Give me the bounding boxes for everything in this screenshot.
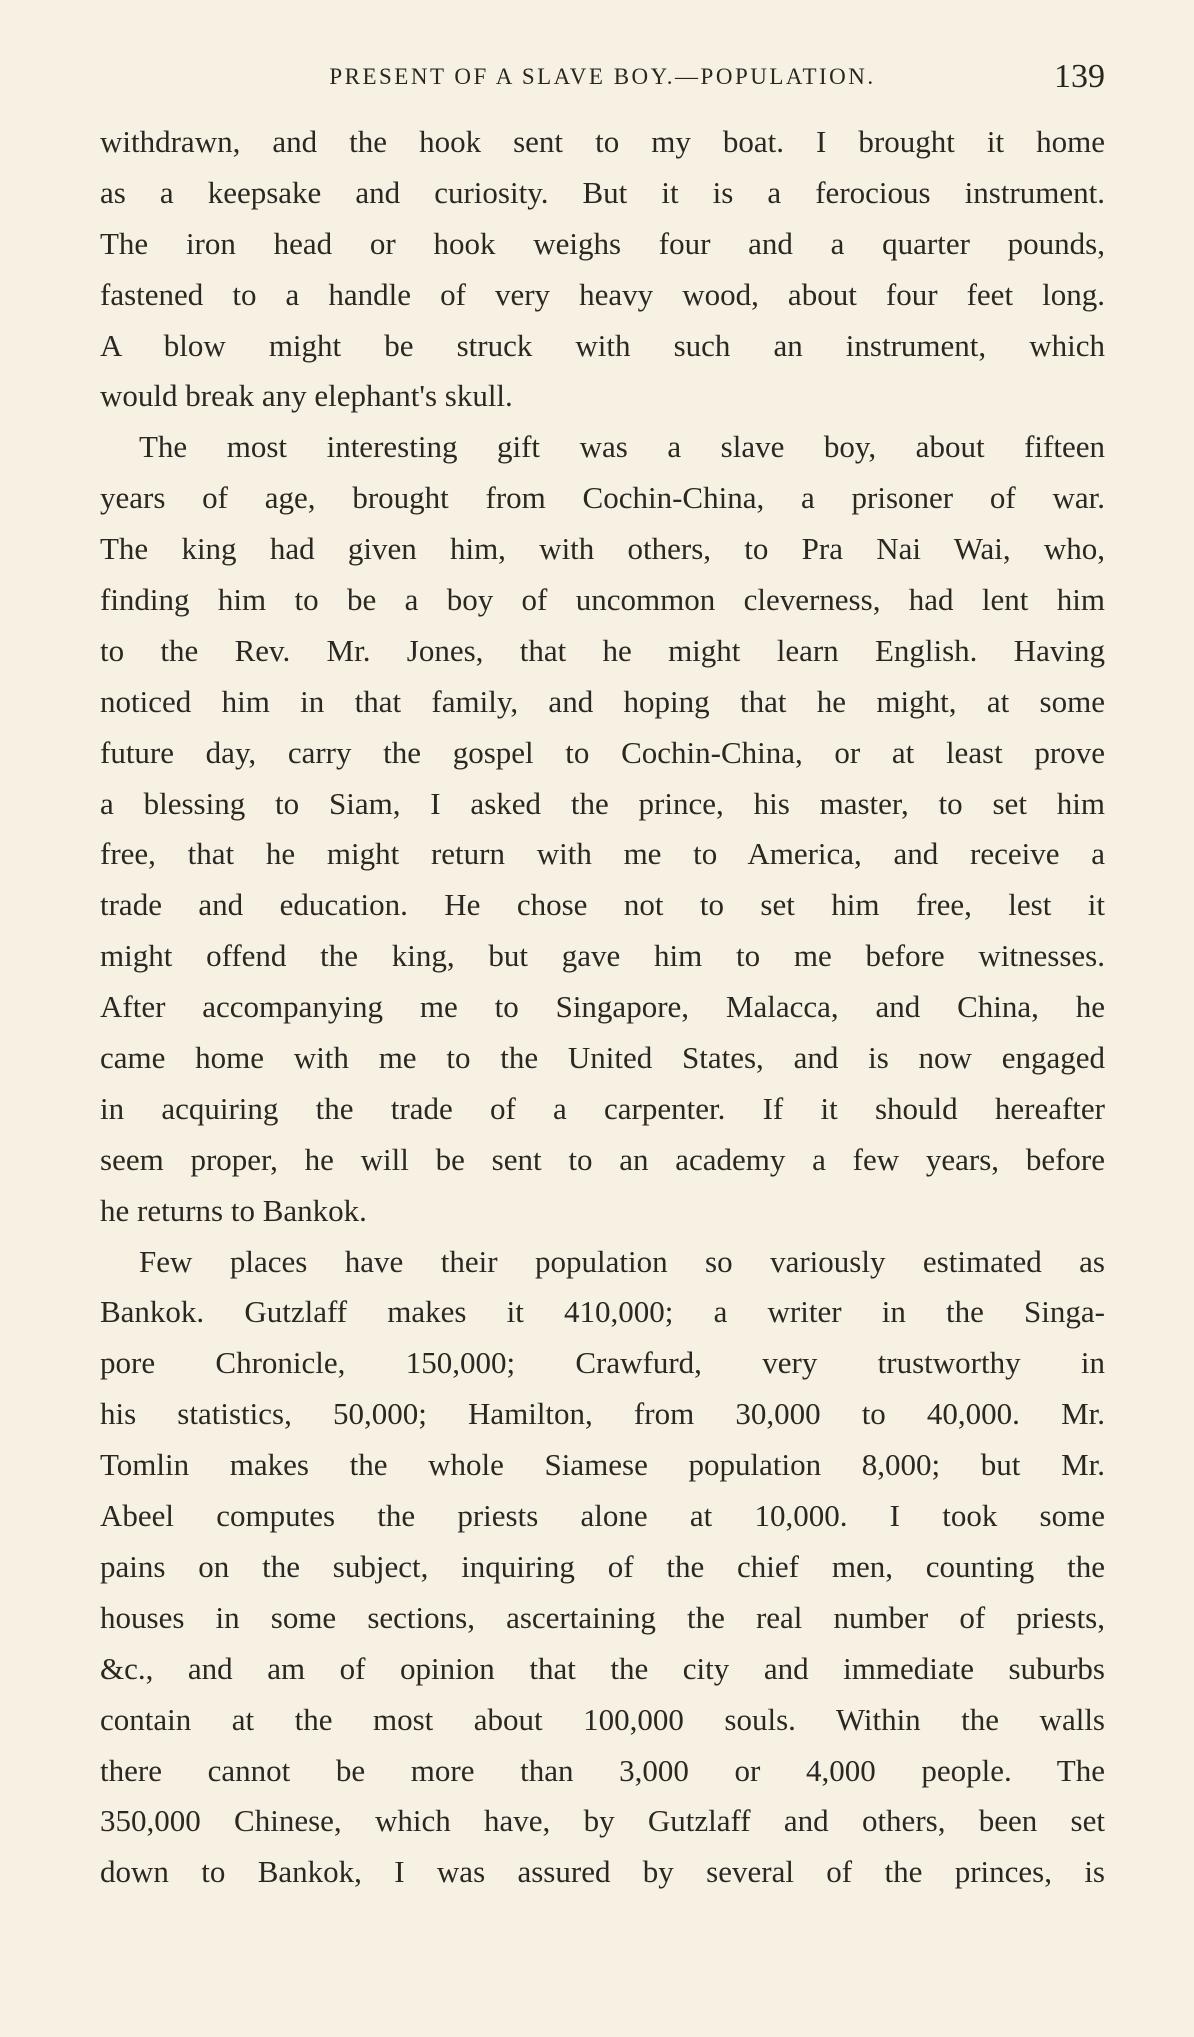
text-line: &c., and am of opinion that the city and immediate suburbs bbox=[100, 1650, 1105, 1686]
text-line: a blessing to Siam, I asked the prince, his master, to set him bbox=[100, 785, 1105, 821]
paragraph bbox=[100, 1237, 1105, 1899]
text-line: came home with me to the United States, and is now engaged bbox=[100, 1040, 1105, 1076]
page-number: 139 bbox=[1054, 58, 1105, 95]
text-line: pore Chronicle, 150,000; Crawfurd, very trustworthy in bbox=[100, 1345, 1105, 1381]
text-line: he returns to Bankok. bbox=[100, 1192, 367, 1228]
text-line: After accompanying me to Singapore, Malacca, and China, he bbox=[100, 989, 1105, 1025]
text-line: seem proper, he will be sent to an academy a few years, before bbox=[100, 1141, 1105, 1177]
text-line: The iron head or hook weighs four and a quarter pounds, bbox=[100, 225, 1105, 261]
text-line: A blow might be struck with such an instrument, which bbox=[100, 327, 1105, 363]
text-line: contain at the most about 100,000 souls. Within the walls bbox=[100, 1701, 1105, 1737]
text-line: free, that he might return with me to America, and receive a bbox=[100, 836, 1105, 872]
running-title: PRESENT OF A SLAVE BOY.—POPULATION. bbox=[329, 64, 876, 89]
text-line: in acquiring the trade of a carpenter. If it should hereafter bbox=[100, 1090, 1105, 1126]
text-line: pains on the subject, inquiring of the chief men, counting the bbox=[100, 1548, 1105, 1584]
paragraph bbox=[100, 117, 1105, 422]
text-line: down to Bankok, I was assured by several of the princes, is bbox=[100, 1854, 1105, 1890]
text-line: there cannot be more than 3,000 or 4,000 people. The bbox=[100, 1752, 1105, 1788]
text-line: houses in some sections, ascertaining the real number of priests, bbox=[100, 1599, 1105, 1635]
text-line: 350,000 Chinese, which have, by Gutzlaff and others, been set bbox=[100, 1803, 1105, 1839]
text-line: might offend the king, but gave him to me before witnesses. bbox=[100, 938, 1105, 974]
text-line: would break any elephant's skull. bbox=[100, 378, 513, 414]
text-line: his statistics, 50,000; Hamilton, from 30,000 to 40,000. Mr. bbox=[100, 1396, 1105, 1432]
running-head bbox=[100, 60, 1105, 100]
text-line: finding him to be a boy of uncommon cleverness, had lent him bbox=[100, 582, 1105, 618]
text-line: fastened to a handle of very heavy wood, about four feet long. bbox=[100, 276, 1105, 312]
text-line: Tomlin makes the whole Siamese population 8,000; but Mr. bbox=[100, 1447, 1105, 1483]
text-line: to the Rev. Mr. Jones, that he might learn English. Having bbox=[100, 632, 1105, 668]
text-line: The most interesting gift was a slave boy, about fifteen bbox=[139, 429, 1105, 465]
text-line: years of age, brought from Cochin-China, a prisoner of war. bbox=[100, 480, 1105, 516]
text-line: The king had given him, with others, to Pra Nai Wai, who, bbox=[100, 531, 1105, 567]
paragraph bbox=[100, 422, 1105, 1236]
text-line: future day, carry the gospel to Cochin-China, or at least prove bbox=[100, 734, 1105, 770]
text-line: as a keepsake and curiosity. But it is a ferocious instrument. bbox=[100, 174, 1105, 210]
text-line: withdrawn, and the hook sent to my boat. I brought it home bbox=[100, 124, 1105, 159]
text-line: Abeel computes the priests alone at 10,000. I took some bbox=[100, 1498, 1105, 1534]
text-line: Bankok. Gutzlaff makes it 410,000; a writer in the Singa- bbox=[100, 1294, 1105, 1330]
text-line: trade and education. He chose not to set him free, lest it bbox=[100, 887, 1105, 923]
text-line: Few places have their population so variously estimated as bbox=[139, 1243, 1105, 1279]
text-line: noticed him in that family, and hoping that he might, at some bbox=[100, 683, 1105, 719]
body-text bbox=[100, 117, 1105, 1898]
